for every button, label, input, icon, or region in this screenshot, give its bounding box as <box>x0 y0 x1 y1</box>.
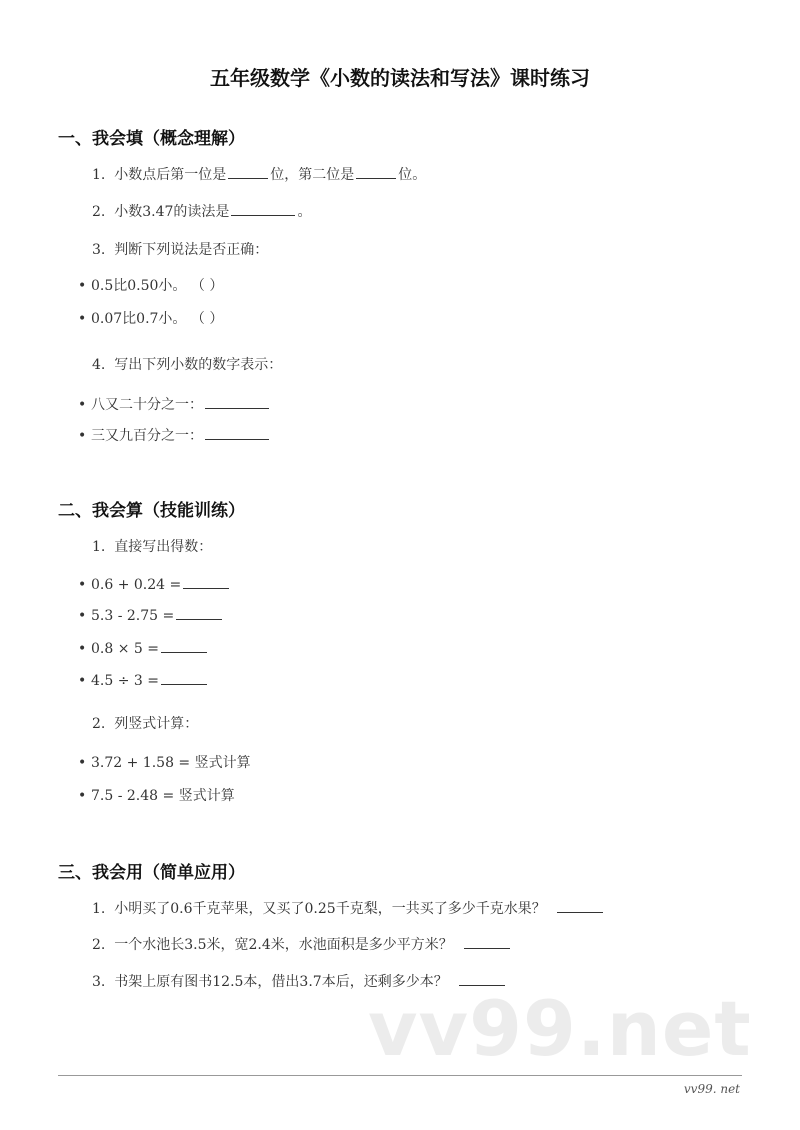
answer-blank[interactable] <box>557 898 603 913</box>
question-number: 3. <box>92 974 106 990</box>
question-3-1 <box>92 898 605 919</box>
question-2-1 <box>92 537 212 557</box>
list-item: • 八又二十分之一： <box>78 394 271 415</box>
question-text: 直接写出得数： <box>114 539 213 555</box>
section-heading-2: 二、我会算（技能训练） <box>58 501 245 521</box>
question-text: 位。 <box>398 167 427 183</box>
answer-blank[interactable] <box>183 574 229 589</box>
question-2-2 <box>92 714 198 734</box>
question-3-2 <box>92 934 512 955</box>
question-text: 判断下列说法是否正确： <box>114 242 269 258</box>
answer-blank[interactable] <box>176 605 222 620</box>
list-item: • 5.3 - 2.75 = <box>78 605 224 626</box>
question-text: 列竖式计算： <box>114 716 199 732</box>
question-1-1 <box>92 164 426 185</box>
question-text: 位，第二位是 <box>270 167 355 183</box>
bullet-icon: • <box>78 608 87 624</box>
question-1-3 <box>92 240 268 260</box>
footer-divider <box>58 1075 742 1076</box>
question-1-4 <box>92 355 282 375</box>
question-text: 一个水池长3.5米，宽2.4米，水池面积是多少平方米？ <box>114 937 453 953</box>
bullet-icon: • <box>78 673 87 689</box>
bullet-icon: • <box>78 788 87 804</box>
bullet-icon: • <box>78 755 87 771</box>
question-number: 2. <box>92 716 106 732</box>
section-heading-3: 三、我会用（简单应用） <box>58 863 245 883</box>
page-title: 五年级数学《小数的读法和写法》课时练习 <box>210 66 590 90</box>
question-number: 2. <box>92 937 106 953</box>
list-item: • 4.5 ÷ 3 = <box>78 670 209 691</box>
list-item: • 三又九百分之一： <box>78 425 271 446</box>
list-item: • 0.5比0.50小。 （ ） <box>78 278 224 294</box>
bullet-icon: • <box>78 428 87 444</box>
list-item: • 0.6 + 0.24 = <box>78 574 231 595</box>
question-number: 4. <box>92 357 106 373</box>
question-text: 。 <box>297 204 312 220</box>
answer-blank[interactable] <box>161 670 207 685</box>
question-number: 3. <box>92 242 106 258</box>
bullet-icon: • <box>78 641 87 657</box>
answer-blank[interactable] <box>205 425 269 440</box>
question-text: 小数点后第一位是 <box>114 167 227 183</box>
question-1-2 <box>92 201 311 222</box>
footer-site-label: vv99. net <box>683 1082 740 1096</box>
watermark: vv99.net <box>368 984 752 1073</box>
list-item: • 7.5 - 2.48 = 竖式计算 <box>78 788 235 804</box>
question-text: 书架上原有图书12.5本，借出3.7本后，还剩多少本？ <box>114 974 448 990</box>
section-heading-1: 一、我会填（概念理解） <box>58 129 245 149</box>
answer-blank[interactable] <box>161 638 207 653</box>
question-text: 写出下列小数的数字表示： <box>114 357 283 373</box>
bullet-icon: • <box>78 577 87 593</box>
question-number: 1. <box>92 167 106 183</box>
question-number: 2. <box>92 204 106 220</box>
question-number: 1. <box>92 539 106 555</box>
list-item: • 0.07比0.7小。 （ ） <box>78 311 224 327</box>
answer-blank[interactable] <box>228 164 268 179</box>
answer-blank[interactable] <box>231 201 295 216</box>
bullet-icon: • <box>78 311 87 327</box>
answer-blank[interactable] <box>464 934 510 949</box>
question-text: 小数3.47的读法是 <box>114 204 230 220</box>
bullet-icon: • <box>78 397 87 413</box>
list-item: • 0.8 × 5 = <box>78 638 209 659</box>
answer-blank[interactable] <box>356 164 396 179</box>
question-text: 小明买了0.6千克苹果，又买了0.25千克梨，一共买了多少千克水果？ <box>114 901 546 917</box>
answer-blank[interactable] <box>205 394 269 409</box>
list-item: • 3.72 + 1.58 = 竖式计算 <box>78 755 251 771</box>
question-number: 1. <box>92 901 106 917</box>
bullet-icon: • <box>78 278 87 294</box>
